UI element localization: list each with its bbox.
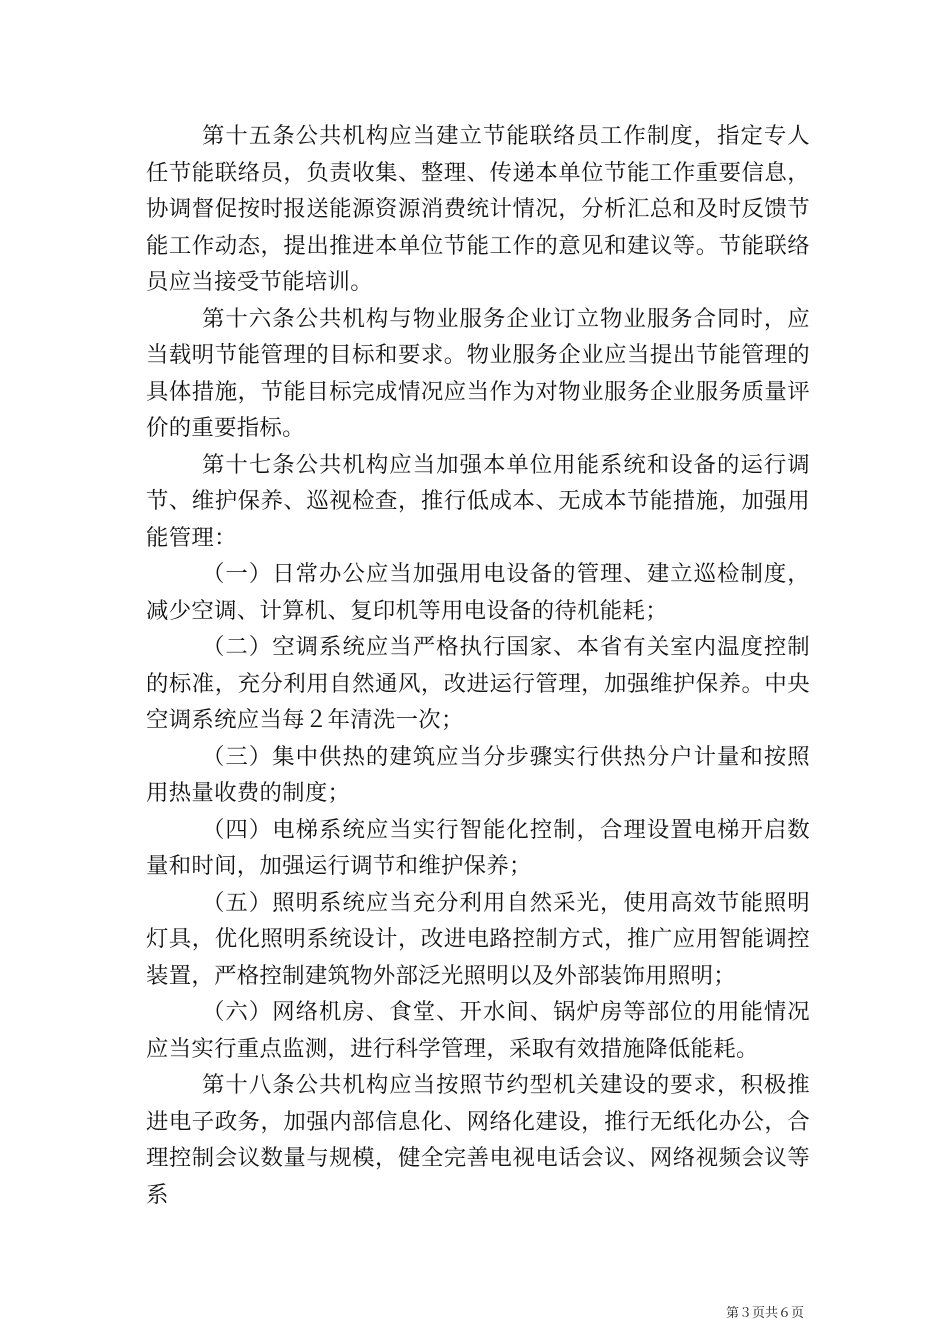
paragraph-article-16: 第十六条公共机构与物业服务企业订立物业服务合同时，应当载明节能管理的目标和要求。物业服务企业应当提出节能管理的具体措施，节能目标完成情况应当作为对物业服务企业服务质量评价的重要指标。 [146,305,810,441]
paragraph-item-1: （一）日常办公应当加强用电设备的管理、建立巡检制度，减少空调、计算机、复印机等用电设备的待机能耗； [146,561,810,624]
paragraph-item-4: （四）电梯系统应当实行智能化控制，合理设置电梯开启数量和时间，加强运行调节和维护保养； [146,816,810,879]
paragraph-item-5: （五）照明系统应当充分利用自然采光，使用高效节能照明灯具，优化照明系统设计，改进电路控制方式，推广应用智能调控装置，严格控制建筑物外部泛光照明以及外部装饰用照明； [146,889,810,989]
paragraph-article-18: 第十八条公共机构应当按照节约型机关建设的要求，积极推进电子政务，加强内部信息化、网络化建设，推行无纸化办公，合理控制会议数量与规模，健全完善电视电话会议、网络视频会议等系 [146,1072,810,1208]
body-text [146,118,810,1213]
page-number: 第３页共６页 [725,1306,804,1321]
paragraph-item-3: （三）集中供热的建筑应当分步骤实行供热分户计量和按照用热量收费的制度； [146,743,810,806]
paragraph-item-2: （二）空调系统应当严格执行国家、本省有关室内温度控制的标准，充分利用自然通风，改进运行管理，加强维护保养。中央空调系统应当每２年清洗一次； [146,634,810,733]
paragraph-article-17: 第十七条公共机构应当加强本单位用能系统和设备的运行调节、维护保养、巡视检查，推行低成本、无成本节能措施，加强用能管理： [146,451,810,551]
paragraph-item-6: （六）网络机房、食堂、开水间、锅炉房等部位的用能情况应当实行重点监测，进行科学管理，采取有效措施降低能耗。 [146,999,810,1062]
paragraph-article-15: 第十五条公共机构应当建立节能联络员工作制度，指定专人任节能联络员，负责收集、整理、传递本单位节能工作重要信息，协调督促按时报送能源资源消费统计情况，分析汇总和及时反馈节能工作动态，提出推进本单位节能工作的意见和建议等。节能联络员应当接受节能培训。 [146,123,810,295]
